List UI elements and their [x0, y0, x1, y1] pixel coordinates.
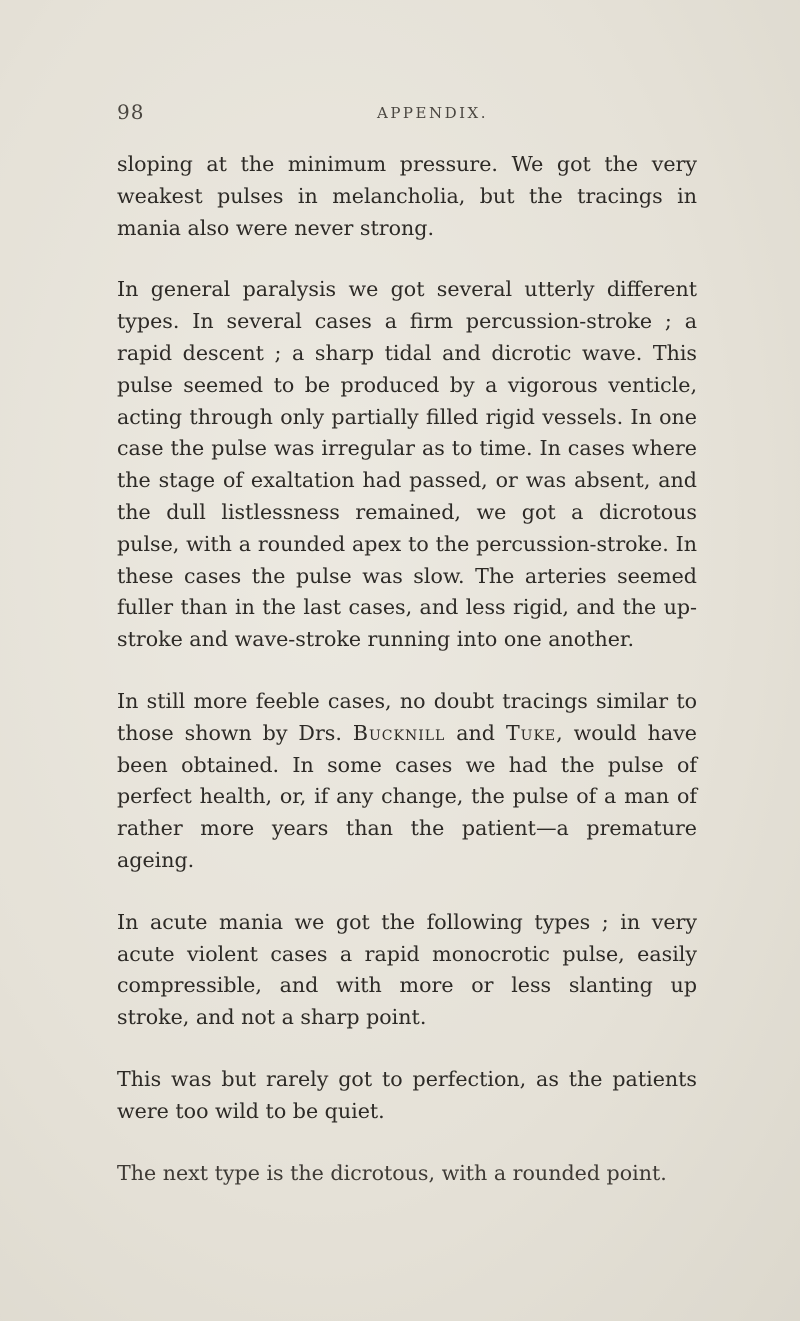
- paragraph-5: This was but rarely got to perfection, as the patients were too wild to be quiet.: [117, 1066, 697, 1123]
- page-header: [117, 100, 697, 134]
- paragraph-4: In acute mania we got the following types ; in very acute violent cases a rapid monocrotic pulse, easily compressible, and with more or less slanting up stroke, and not a sharp point.: [117, 909, 697, 1030]
- page-number: 98: [117, 100, 145, 124]
- paragraph-3: [117, 686, 697, 877]
- paragraph-3-and: and: [456, 720, 495, 745]
- paragraph-3-text-before: In still more feeble cases, no doubt tracings similar to those shown by Drs.: [117, 688, 697, 745]
- paragraph-3-text-after: , would have been obtained. In some cases we had the pulse of perfect health, or, if any change, the pulse of a man of rather more years than the patient—a premature ageing.: [117, 720, 697, 872]
- paragraph-6: The next type is the dicrotous, with a rounded point.: [117, 1160, 667, 1185]
- paragraph-2: In general paralysis we got several utterly different types. In several cases a firm percussion-stroke ; a rapid descent ; a sharp tidal and dicrotic wave. This pulse seemed to be produced by a vigorous venticle, acting through only partially filled rigid vessels. In one case the pulse was irregular as to time. In cases where the stage of exaltation had passed, or was absent, and the dull listlessness remained, we got a dicrotous pulse, with a rounded apex to the percussion-stroke. In these cases the pulse was slow. The arteries seemed fuller than in the last cases, and less rigid, and the up-stroke and wave-stroke running into one another.: [117, 277, 697, 652]
- body-text: [117, 149, 697, 1189]
- author-name-tuke: Tuke: [505, 720, 557, 745]
- paragraph-1: sloping at the minimum pressure. We got the very weakest pulses in melancholia, but the tracings in mania also were never strong.: [117, 152, 697, 240]
- running-head: APPENDIX.: [377, 104, 488, 122]
- author-name-bucknill: Bucknill: [352, 720, 446, 745]
